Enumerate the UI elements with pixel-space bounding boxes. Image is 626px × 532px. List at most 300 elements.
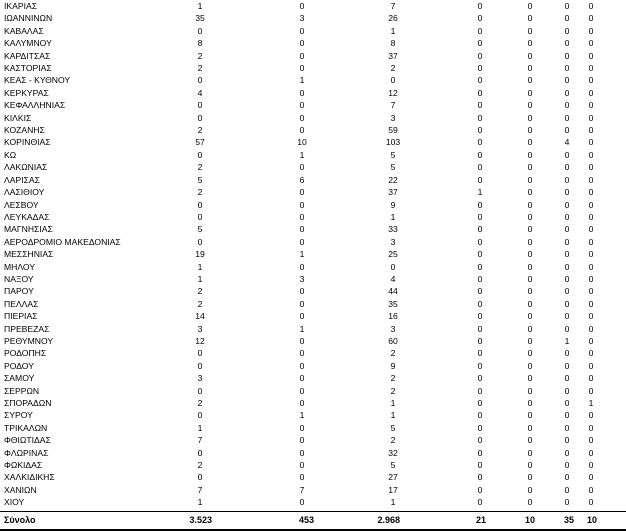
table-cell: 2 <box>197 50 203 61</box>
table-cell: 35 <box>388 298 398 309</box>
table-cell: 0 <box>477 323 483 334</box>
table-row <box>0 211 626 223</box>
table-cell: 0 <box>564 249 570 260</box>
region-name: ΚΟΡΙΝΘΙΑΣ <box>4 137 51 148</box>
table-cell: 0 <box>299 311 305 322</box>
table-row <box>0 174 626 186</box>
table-cell: 22 <box>388 174 398 185</box>
table-cell: 0 <box>527 174 533 185</box>
table-cell: 0 <box>477 199 483 210</box>
table-cell: 0 <box>477 273 483 284</box>
table-cell: 3 <box>390 112 396 123</box>
table-cell: 0 <box>197 410 203 421</box>
table-cell: 0 <box>588 13 594 24</box>
table-cell: 0 <box>477 335 483 346</box>
table-cell: 0 <box>299 199 305 210</box>
table-cell: 0 <box>527 249 533 260</box>
table-cell: 0 <box>299 100 305 111</box>
table-row <box>0 285 626 297</box>
table-cell: 0 <box>588 435 594 446</box>
table-cell: 2 <box>197 298 203 309</box>
table-cell: 0 <box>197 236 203 247</box>
table-cell: 0 <box>564 373 570 384</box>
region-name: ΤΡΙΚΑΛΩΝ <box>4 422 48 433</box>
table-cell: 0 <box>299 112 305 123</box>
region-name: ΙΩΑΝΝΙΝΩΝ <box>4 13 53 24</box>
table-cell: 0 <box>527 460 533 471</box>
table-row <box>0 124 626 136</box>
table-cell: 0 <box>299 1 305 11</box>
region-name: ΜΗΛΟΥ <box>4 261 36 272</box>
region-name: ΚΙΛΚΙΣ <box>4 112 32 123</box>
region-name: ΣΠΟΡΑΔΩΝ <box>4 398 52 408</box>
table-cell: 0 <box>527 100 533 111</box>
table-cell: 19 <box>195 249 205 260</box>
table-row <box>0 37 626 49</box>
total-row <box>0 511 626 531</box>
table-cell: 0 <box>564 125 570 136</box>
total-label: Σύνολο <box>4 515 36 525</box>
table-cell: 0 <box>564 447 570 458</box>
table-cell: 0 <box>477 435 483 446</box>
table-cell: 7 <box>197 435 203 446</box>
table-row <box>0 409 626 421</box>
table-row <box>0 273 626 285</box>
table-cell: 26 <box>388 13 398 24</box>
table-cell: 1 <box>390 410 396 421</box>
table-cell: 0 <box>527 286 533 297</box>
table-cell: 0 <box>527 398 533 408</box>
table-cell: 0 <box>564 13 570 24</box>
table-cell: 2 <box>197 187 203 198</box>
region-name: ΡΟΔΟΥ <box>4 360 34 371</box>
table-cell: 0 <box>299 373 305 384</box>
table-row <box>0 335 626 347</box>
table-cell: 8 <box>197 38 203 49</box>
table-cell: 0 <box>527 38 533 49</box>
table-cell: 0 <box>527 224 533 235</box>
table-cell: 5 <box>197 224 203 235</box>
table-row <box>0 0 626 12</box>
total-value: 10 <box>524 515 535 525</box>
table-cell: 33 <box>388 224 398 235</box>
table-cell: 0 <box>477 497 483 508</box>
table-cell: 0 <box>299 211 305 222</box>
table-cell: 0 <box>299 472 305 483</box>
table-row <box>0 149 626 161</box>
table-cell: 0 <box>477 224 483 235</box>
table-row <box>0 223 626 235</box>
table-cell: 0 <box>564 224 570 235</box>
table-cell: 2 <box>390 63 396 74</box>
table-cell: 0 <box>527 13 533 24</box>
table-cell: 0 <box>477 286 483 297</box>
table-cell: 0 <box>588 100 594 111</box>
total-value: 21 <box>475 515 486 525</box>
table-row <box>0 347 626 359</box>
table-cell: 5 <box>390 149 396 160</box>
table-row <box>0 459 626 471</box>
table-cell: 2 <box>390 385 396 396</box>
table-cell: 0 <box>299 497 305 508</box>
table-cell: 0 <box>588 484 594 495</box>
table-cell: 2 <box>390 348 396 359</box>
table-cell: 0 <box>564 410 570 421</box>
region-name: ΡΕΘΥΜΝΟΥ <box>4 335 54 346</box>
table-cell: 0 <box>564 261 570 272</box>
table-cell: 59 <box>388 125 398 136</box>
table-cell: 0 <box>564 75 570 86</box>
table-cell: 0 <box>197 211 203 222</box>
table-row <box>0 62 626 74</box>
table-cell: 0 <box>477 38 483 49</box>
table-cell: 1 <box>197 497 203 508</box>
table-cell: 1 <box>299 323 305 334</box>
table-cell: 0 <box>477 298 483 309</box>
region-name: ΧΑΛΚΙΔΙΚΗΣ <box>4 472 55 483</box>
table-cell: 2 <box>197 63 203 74</box>
table-cell: 0 <box>527 373 533 384</box>
table-cell: 0 <box>564 100 570 111</box>
table-cell: 0 <box>527 211 533 222</box>
table-cell: 3 <box>390 236 396 247</box>
table-cell: 0 <box>527 199 533 210</box>
region-name: ΧΑΝΙΩΝ <box>4 484 37 495</box>
region-name: ΚΑΛΥΜΝΟΥ <box>4 38 52 49</box>
table-cell: 0 <box>564 497 570 508</box>
table-cell: 0 <box>299 460 305 471</box>
table-cell: 0 <box>477 13 483 24</box>
table-row <box>0 248 626 260</box>
table-cell: 0 <box>197 112 203 123</box>
table-cell: 0 <box>564 422 570 433</box>
table-cell: 0 <box>299 360 305 371</box>
table-cell: 32 <box>388 447 398 458</box>
table-cell: 0 <box>564 1 570 11</box>
table-cell: 0 <box>527 187 533 198</box>
table-row <box>0 385 626 397</box>
table-cell: 0 <box>564 112 570 123</box>
table-cell: 0 <box>588 224 594 235</box>
table-cell: 3 <box>197 323 203 334</box>
table-cell: 0 <box>390 75 396 86</box>
table-cell: 57 <box>195 137 205 148</box>
table-cell: 2 <box>197 398 203 408</box>
table-cell: 0 <box>477 447 483 458</box>
table-cell: 1 <box>390 497 396 508</box>
table-cell: 0 <box>588 63 594 74</box>
table-cell: 0 <box>527 75 533 86</box>
table-cell: 0 <box>527 125 533 136</box>
table-row <box>0 261 626 273</box>
region-name: ΦΩΚΙΔΑΣ <box>4 460 43 471</box>
table-cell: 0 <box>527 335 533 346</box>
table-cell: 0 <box>588 497 594 508</box>
table-cell: 0 <box>564 149 570 160</box>
table-cell: 0 <box>564 311 570 322</box>
region-name: ΠΡΕΒΕΖΑΣ <box>4 323 50 334</box>
table-cell: 0 <box>299 162 305 173</box>
table-cell: 0 <box>527 298 533 309</box>
table-cell: 0 <box>588 422 594 433</box>
table-row <box>0 50 626 62</box>
table-row <box>0 136 626 148</box>
table-cell: 3 <box>299 273 305 284</box>
table-row <box>0 186 626 198</box>
table-cell: 0 <box>564 63 570 74</box>
table-cell: 0 <box>477 63 483 74</box>
total-value: 10 <box>586 515 597 525</box>
table-cell: 0 <box>527 348 533 359</box>
table-cell: 0 <box>588 187 594 198</box>
table-cell: 0 <box>197 149 203 160</box>
table-cell: 0 <box>527 261 533 272</box>
table-cell: 0 <box>527 273 533 284</box>
table-row <box>0 397 626 409</box>
region-name: ΦΛΩΡΙΝΑΣ <box>4 447 49 458</box>
table-cell: 1 <box>477 187 483 198</box>
table-cell: 8 <box>390 38 396 49</box>
table-cell: 0 <box>477 360 483 371</box>
table-cell: 0 <box>299 348 305 359</box>
table-cell: 0 <box>527 63 533 74</box>
table-cell: 3 <box>390 323 396 334</box>
region-name: ΚΑΣΤΟΡΙΑΣ <box>4 63 52 74</box>
region-name: ΚΕΑΣ - ΚΥΘΝΟΥ <box>4 75 71 86</box>
table-cell: 0 <box>477 410 483 421</box>
table-cell: 0 <box>299 447 305 458</box>
region-name: ΜΑΓΝΗΣΙΑΣ <box>4 224 53 235</box>
table-cell: 44 <box>388 286 398 297</box>
table-cell: 0 <box>197 199 203 210</box>
table-cell: 0 <box>527 435 533 446</box>
table-cell: 0 <box>477 137 483 148</box>
region-name: ΠΑΡΟΥ <box>4 286 34 297</box>
table-cell: 0 <box>299 63 305 74</box>
table-cell: 0 <box>588 125 594 136</box>
region-name: ΛΕΥΚΑΔΑΣ <box>4 211 50 222</box>
table-cell: 37 <box>388 50 398 61</box>
table-cell: 0 <box>564 211 570 222</box>
table-cell: 0 <box>299 435 305 446</box>
table-cell: 0 <box>588 298 594 309</box>
table-cell: 12 <box>388 87 398 98</box>
table-cell: 4 <box>390 273 396 284</box>
table-cell: 17 <box>388 484 398 495</box>
table-cell: 0 <box>588 236 594 247</box>
region-name: ΣΥΡΟΥ <box>4 410 33 421</box>
table-row <box>0 496 626 508</box>
table-row <box>0 112 626 124</box>
table-cell: 0 <box>588 286 594 297</box>
table-cell: 0 <box>564 273 570 284</box>
table-cell: 4 <box>564 137 570 148</box>
table-cell: 0 <box>477 385 483 396</box>
table-cell: 0 <box>527 497 533 508</box>
table-cell: 0 <box>588 273 594 284</box>
table-cell: 0 <box>299 187 305 198</box>
table-cell: 0 <box>477 472 483 483</box>
table-cell: 25 <box>388 249 398 260</box>
table-row <box>0 161 626 173</box>
table-row <box>0 99 626 111</box>
table-cell: 3 <box>197 373 203 384</box>
table-cell: 0 <box>527 323 533 334</box>
total-value: 3.523 <box>189 515 212 525</box>
table-cell: 0 <box>477 311 483 322</box>
table-cell: 0 <box>588 50 594 61</box>
table-row <box>0 360 626 372</box>
region-name: ΡΟΔΟΠΗΣ <box>4 348 47 359</box>
table-cell: 0 <box>588 335 594 346</box>
table-cell: 0 <box>588 410 594 421</box>
region-name: ΑΕΡΟΔΡΟΜΙΟ ΜΑΚΕΔΟΝΙΑΣ <box>4 236 121 247</box>
table-cell: 2 <box>197 125 203 136</box>
region-name: ΣΕΡΡΩΝ <box>4 385 40 396</box>
table-cell: 0 <box>588 75 594 86</box>
table-row <box>0 25 626 37</box>
table-cell: 0 <box>527 149 533 160</box>
table-row <box>0 74 626 86</box>
table-cell: 0 <box>299 335 305 346</box>
table-cell: 0 <box>588 1 594 11</box>
table-cell: 1 <box>197 261 203 272</box>
table-cell: 0 <box>527 162 533 173</box>
table-cell: 0 <box>477 249 483 260</box>
table-cell: 0 <box>527 422 533 433</box>
table-cell: 0 <box>527 1 533 11</box>
table-cell: 0 <box>527 112 533 123</box>
table-cell: 0 <box>477 261 483 272</box>
table-cell: 0 <box>477 162 483 173</box>
table-cell: 0 <box>477 149 483 160</box>
region-name: ΙΚΑΡΙΑΣ <box>4 1 38 11</box>
table-cell: 0 <box>390 261 396 272</box>
table-cell: 7 <box>299 484 305 495</box>
table-cell: 0 <box>588 323 594 334</box>
table-row <box>0 434 626 446</box>
table-cell: 0 <box>588 137 594 148</box>
region-name: ΚΑΡΔΙΤΣΑΣ <box>4 50 51 61</box>
table-cell: 0 <box>527 410 533 421</box>
table-cell: 0 <box>564 286 570 297</box>
total-value: 2.968 <box>377 515 400 525</box>
table-cell: 1 <box>197 273 203 284</box>
table-cell: 0 <box>564 38 570 49</box>
region-name: ΦΘΙΩΤΙΔΑΣ <box>4 435 51 446</box>
table-cell: 1 <box>299 249 305 260</box>
table-cell: 1 <box>299 149 305 160</box>
table-row <box>0 372 626 384</box>
region-name: ΧΙΟΥ <box>4 497 25 508</box>
table-cell: 16 <box>388 311 398 322</box>
table-row <box>0 310 626 322</box>
region-name: ΝΑΞΟΥ <box>4 273 34 284</box>
table-cell: 0 <box>197 100 203 111</box>
table-cell: 0 <box>477 211 483 222</box>
table-cell: 0 <box>588 149 594 160</box>
table-cell: 1 <box>390 25 396 36</box>
region-name: ΛΑΚΩΝΙΑΣ <box>4 162 48 173</box>
table-cell: 0 <box>564 484 570 495</box>
table-cell: 0 <box>197 348 203 359</box>
table-cell: 0 <box>527 137 533 148</box>
table-cell: 0 <box>588 174 594 185</box>
table-cell: 0 <box>527 447 533 458</box>
table-cell: 0 <box>477 1 483 11</box>
table-cell: 0 <box>197 25 203 36</box>
table-cell: 6 <box>299 174 305 185</box>
table-cell: 0 <box>299 422 305 433</box>
table-cell: 0 <box>588 447 594 458</box>
region-name: ΠΕΛΛΑΣ <box>4 298 39 309</box>
region-name: ΚΕΡΚΥΡΑΣ <box>4 87 49 98</box>
table-cell: 1 <box>197 1 203 11</box>
table-cell: 0 <box>564 348 570 359</box>
table-row <box>0 422 626 434</box>
table-cell: 0 <box>299 125 305 136</box>
table-cell: 0 <box>527 311 533 322</box>
table-cell: 4 <box>197 87 203 98</box>
table-cell: 2 <box>197 460 203 471</box>
table-cell: 103 <box>385 137 401 148</box>
region-name: ΚΟΖΑΝΗΣ <box>4 125 45 136</box>
region-name: ΛΑΣΙΘΙΟΥ <box>4 187 45 198</box>
table-cell: 7 <box>390 100 396 111</box>
table-cell: 5 <box>197 174 203 185</box>
table-cell: 0 <box>299 385 305 396</box>
table-cell: 1 <box>564 335 570 346</box>
table-cell: 0 <box>588 460 594 471</box>
table-row <box>0 471 626 483</box>
table-cell: 0 <box>527 50 533 61</box>
table-cell: 5 <box>390 460 396 471</box>
table-cell: 2 <box>197 286 203 297</box>
table-cell: 0 <box>477 75 483 86</box>
table-cell: 1 <box>390 211 396 222</box>
table-cell: 0 <box>527 472 533 483</box>
region-name: ΠΙΕΡΙΑΣ <box>4 311 38 322</box>
table-cell: 0 <box>527 25 533 36</box>
table-cell: 0 <box>564 460 570 471</box>
region-name: ΚΑΒΑΛΑΣ <box>4 25 44 36</box>
table-cell: 0 <box>564 236 570 247</box>
region-name: ΜΕΣΣΗΝΙΑΣ <box>4 249 54 260</box>
table-cell: 1 <box>299 75 305 86</box>
total-value: 453 <box>298 515 314 525</box>
table-cell: 0 <box>564 87 570 98</box>
table-cell: 0 <box>588 38 594 49</box>
table-cell: 0 <box>588 373 594 384</box>
table-cell: 0 <box>527 360 533 371</box>
table-cell: 0 <box>197 447 203 458</box>
table-cell: 0 <box>564 298 570 309</box>
region-name: ΚΕΦΑΛΛΗΝΙΑΣ <box>4 100 66 111</box>
table-cell: 0 <box>527 236 533 247</box>
table-cell: 5 <box>390 422 396 433</box>
table-cell: 0 <box>564 472 570 483</box>
table-cell: 0 <box>564 360 570 371</box>
table-cell: 0 <box>197 472 203 483</box>
table-cell: 0 <box>477 50 483 61</box>
table-cell: 0 <box>564 187 570 198</box>
table-cell: 37 <box>388 187 398 198</box>
region-name: ΣΑΜΟΥ <box>4 373 35 384</box>
table-cell: 0 <box>588 261 594 272</box>
table-cell: 0 <box>299 236 305 247</box>
table-cell: 0 <box>588 249 594 260</box>
table-cell: 0 <box>197 360 203 371</box>
